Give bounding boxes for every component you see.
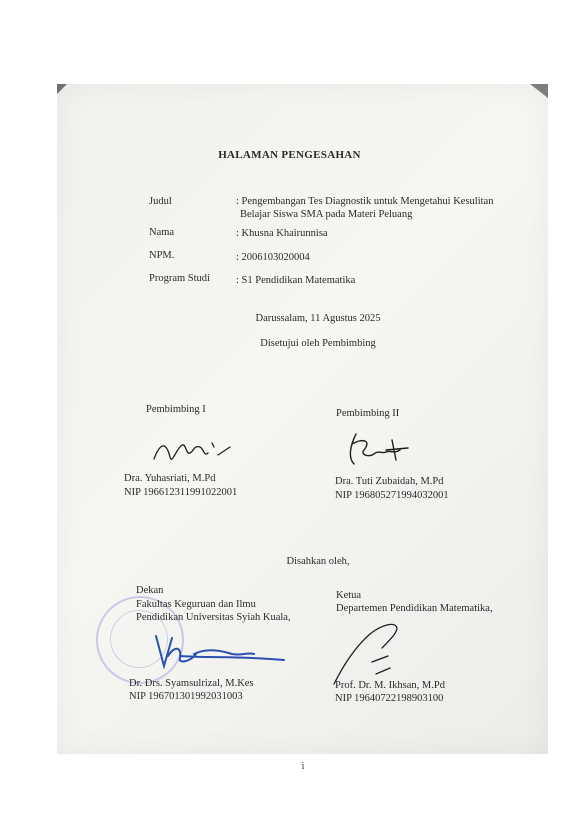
head-signature: [330, 618, 410, 688]
background-corner: [530, 84, 548, 98]
label-program-studi: Program Studi: [149, 273, 210, 284]
value-nama: : Khusna Khairunnisa: [236, 228, 328, 239]
advisor-2-role: Pembimbing II: [336, 408, 400, 419]
background-corner: [57, 84, 67, 94]
approval-heading: Disetujui oleh Pembimbing: [260, 338, 376, 349]
page-number: i: [301, 761, 305, 772]
head-name: Prof. Dr. M. Ikhsan, M.Pd: [335, 680, 445, 691]
head-role: Ketua: [336, 590, 362, 601]
dean-signature: [150, 632, 290, 672]
advisor-1-nip: NIP 196612311991022001: [124, 487, 238, 498]
advisor-2-name: Dra. Tuti Zubaidah, M.Pd: [335, 476, 444, 487]
label-judul: Judul: [149, 196, 172, 207]
value-npm: : 2006103020004: [236, 252, 310, 263]
place-date: Darussalam, 11 Agustus 2025: [255, 313, 381, 324]
advisor-2-nip: NIP 196805271994032001: [335, 490, 449, 501]
head-nip: NIP 19640722198903100: [335, 693, 444, 704]
dean-role: Dekan: [136, 585, 164, 596]
dean-org-line1: Fakultas Keguruan dan Ilmu: [136, 599, 256, 610]
value-judul-line2: Belajar Siswa SMA pada Materi Peluang: [240, 209, 413, 220]
label-npm: NPM.: [149, 250, 175, 261]
advisor-1-signature: [150, 435, 240, 473]
page-title: HALAMAN PENGESAHAN: [218, 149, 361, 161]
label-nama: Nama: [149, 227, 175, 238]
advisor-1-name: Dra. Yuhasriati, M.Pd: [124, 473, 216, 484]
ratification-heading: Disahkan oleh,: [286, 556, 350, 567]
advisor-2-signature: [342, 428, 422, 470]
dean-org-line2: Pendidikan Universitas Syiah Kuala,: [136, 612, 291, 623]
dean-name: Dr. Drs. Syamsulrizal, M.Kes: [129, 678, 254, 689]
dean-nip: NIP 196701301992031003: [129, 691, 243, 702]
head-org-line1: Departemen Pendidikan Matematika,: [336, 603, 493, 614]
value-judul-line1: : Pengembangan Tes Diagnostik untuk Mengetahui Kesulitan: [236, 196, 494, 207]
value-program-studi: : S1 Pendidikan Matematika: [236, 275, 356, 286]
advisor-1-role: Pembimbing I: [146, 404, 206, 415]
